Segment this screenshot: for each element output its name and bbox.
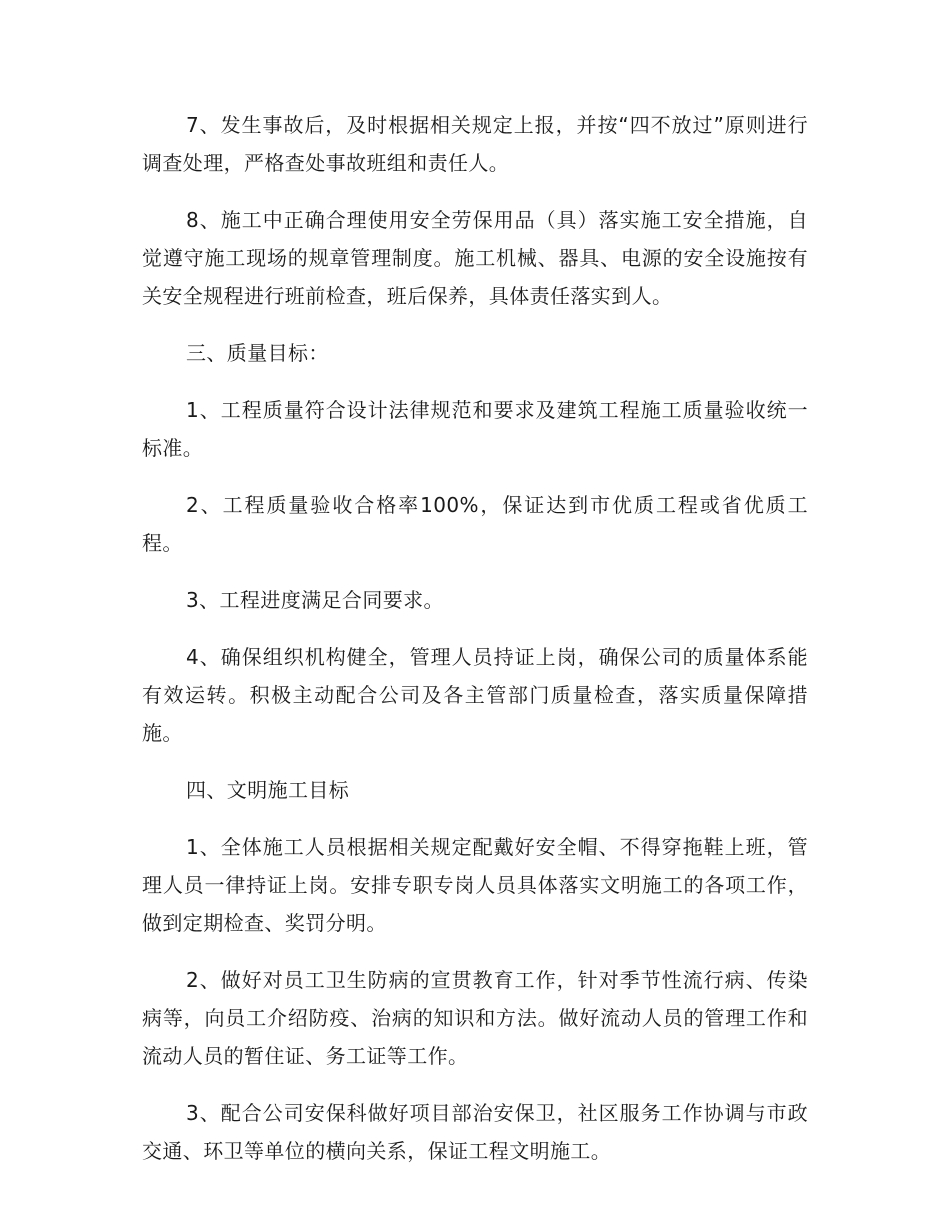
- paragraph-safety-equipment: 8、施工中正确合理使用安全劳保用品（具）落实施工安全措施，自觉遵守施工现场的规章管理制度。施工机械、器具、电源的安全设施按有关安全规程进行班前检查，班后保养，具体责任落实到人。: [142, 208, 808, 308]
- section-heading-civilized-construction: 四、文明施工目标: [186, 778, 350, 802]
- section-heading-quality: 三、质量目标：: [186, 341, 329, 365]
- paragraph-quality-pass-rate: 2、工程质量验收合格率100%，保证达到市优质工程或省优质工程。: [142, 493, 808, 555]
- paragraph-security: 3、配合公司安保科做好项目部治安保卫，社区服务工作协调与市政交通、环卫等单位的横向关系，保证工程文明施工。: [142, 1101, 808, 1163]
- paragraph-quality-system: 4、确保组织机构健全，管理人员持证上岗，确保公司的质量体系能有效运转。积极主动配合公司及各主管部门质量检查，落实质量保障措施。: [142, 645, 808, 745]
- paragraph-schedule: 3、工程进度满足合同要求。: [186, 588, 444, 612]
- paragraph-accident-reporting: 7、发生事故后，及时根据相关规定上报，并按“四不放过”原则进行调查处理，严格查处事故班组和责任人。: [142, 113, 808, 175]
- document-body: [142, 106, 808, 1189]
- paragraph-safety-helmet: 1、全体施工人员根据相关规定配戴好安全帽、不得穿拖鞋上班，管理人员一律持证上岗。安排专职专岗人员具体落实文明施工的各项工作，做到定期检查、奖罚分明。: [142, 835, 808, 935]
- paragraph-hygiene: 2、做好对员工卫生防病的宣贯教育工作，针对季节性流行病、传染病等，向员工介绍防疫、治病的知识和方法。做好流动人员的管理工作和流动人员的暂住证、务工证等工作。: [142, 968, 808, 1068]
- paragraph-quality-standard: 1、工程质量符合设计法律规范和要求及建筑工程施工质量验收统一标准。: [142, 398, 808, 460]
